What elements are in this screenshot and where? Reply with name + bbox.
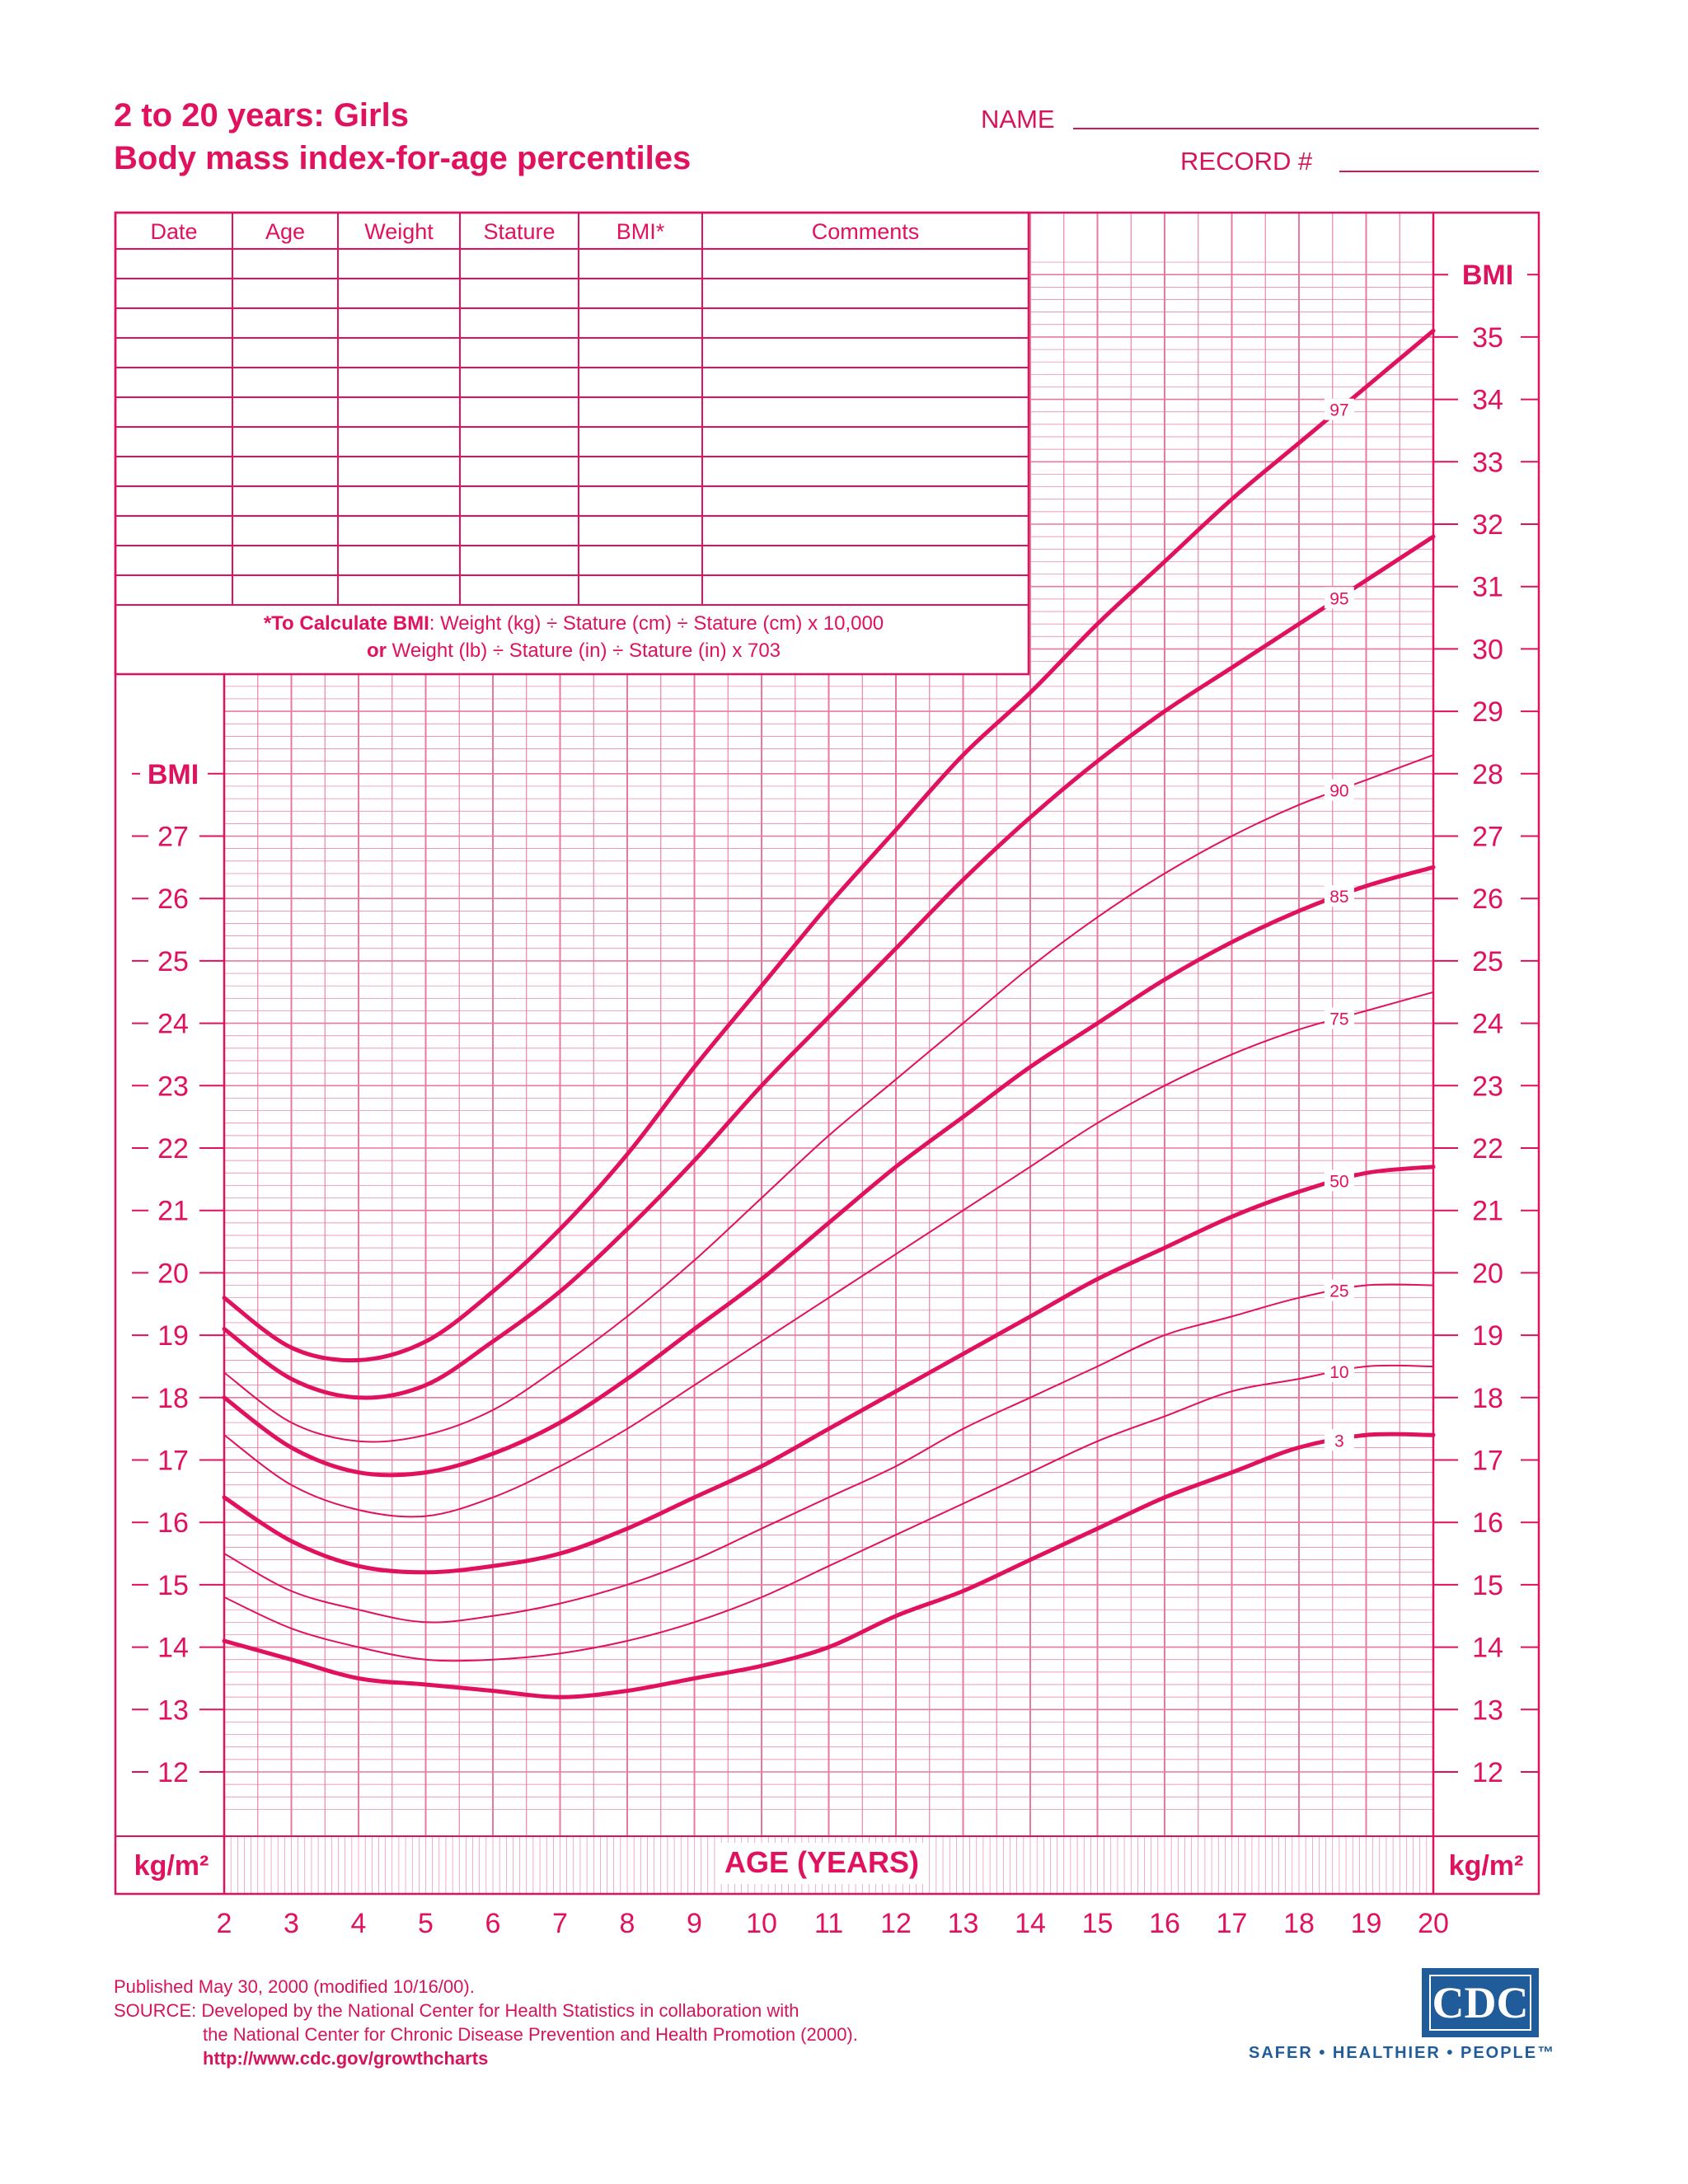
right-tick-label: 32 [1472, 509, 1503, 541]
left-tick-label: 13 [157, 1694, 189, 1727]
name-label: NAME [981, 105, 1055, 134]
x-tick-label: 18 [1283, 1908, 1315, 1939]
x-tick-label: 3 [284, 1908, 299, 1939]
left-tick-label: 17 [157, 1445, 189, 1477]
growthcharts-link[interactable]: http://www.cdc.gov/growthcharts [203, 2048, 489, 2069]
x-tick-label: 4 [350, 1908, 367, 1939]
table-header-3: Stature [483, 219, 556, 244]
x-tick-label: 19 [1350, 1908, 1382, 1939]
bmi-formula-line2: or Weight (lb) ÷ Stature (in) ÷ Stature (in) x 703 [366, 640, 781, 662]
x-tick-label: 9 [687, 1908, 702, 1939]
x-tick-label: 5 [418, 1908, 434, 1939]
record-label: RECORD # [1180, 147, 1313, 176]
left-tick-label: 23 [157, 1071, 189, 1103]
right-tick-label: 29 [1472, 696, 1503, 729]
right-tick-label: 21 [1472, 1195, 1503, 1227]
x-tick-label: 8 [619, 1908, 635, 1939]
percentile-label-85: 85 [1329, 888, 1349, 907]
table-header-1: Age [265, 219, 306, 244]
right-tick-label: 27 [1472, 821, 1503, 853]
percentile-label-10: 10 [1329, 1363, 1349, 1383]
right-tick-label: 20 [1472, 1258, 1503, 1290]
right-tick-label: 23 [1472, 1071, 1503, 1103]
table-header-0: Date [150, 219, 198, 244]
percentile-label-90: 90 [1329, 781, 1349, 801]
chart-title-line2: Body mass index-for-age percentiles [114, 140, 692, 176]
right-tick-label: 28 [1472, 758, 1503, 790]
cdc-logo-text: CDC [1432, 1978, 1529, 2027]
right-unit-label: kg/m² [1448, 1850, 1524, 1882]
record-table [115, 213, 1029, 674]
right-ylabel: BMI [1461, 260, 1514, 292]
right-tick-label: 35 [1472, 321, 1503, 354]
x-tick-label: 20 [1418, 1908, 1449, 1939]
cdc-tagline: SAFER • HEALTHIER • PEOPLE™ [1249, 2044, 1556, 2062]
x-tick-label: 15 [1081, 1908, 1114, 1939]
right-tick-label: 24 [1472, 1008, 1503, 1040]
x-tick-label: 10 [746, 1908, 777, 1939]
left-tick-label: 18 [157, 1382, 189, 1414]
left-tick-label: 16 [157, 1507, 189, 1540]
right-tick-label: 26 [1472, 883, 1503, 916]
x-tick-label: 11 [814, 1908, 844, 1939]
right-tick-label: 14 [1472, 1632, 1503, 1664]
right-tick-label: 12 [1472, 1757, 1503, 1788]
x-tick-label: 7 [552, 1908, 568, 1939]
left-tick-label: 26 [157, 883, 189, 916]
table-header-4: BMI* [616, 219, 665, 244]
left-tick-label: 20 [157, 1258, 189, 1290]
right-tick-label: 22 [1472, 1133, 1503, 1165]
right-tick-label: 17 [1472, 1445, 1503, 1477]
right-tick-label: 18 [1472, 1382, 1503, 1414]
right-tick-label: 30 [1472, 634, 1503, 666]
table-header-2: Weight [364, 219, 434, 244]
x-tick-label: 13 [947, 1908, 979, 1939]
source-line1: SOURCE: Developed by the National Center for Health Statistics in collaboration with [114, 2000, 799, 2021]
left-tick-label: 12 [157, 1757, 189, 1788]
right-tick-label: 13 [1472, 1694, 1503, 1727]
left-unit-label: kg/m² [134, 1850, 209, 1882]
bmi-formula-line1: *To Calculate BMI: Weight (kg) ÷ Stature (cm) ÷ Stature (cm) x 10,000 [263, 612, 884, 635]
right-tick-label: 15 [1472, 1569, 1503, 1601]
table-header-5: Comments [811, 219, 920, 244]
right-tick-label: 25 [1472, 945, 1503, 977]
source-line2: the National Center for Chronic Disease Prevention and Health Promotion (2000). [203, 2024, 858, 2045]
right-tick-label: 31 [1472, 571, 1503, 603]
percentile-label-95: 95 [1329, 589, 1349, 609]
x-tick-label: 14 [1015, 1908, 1046, 1939]
percentile-label-50: 50 [1329, 1172, 1349, 1192]
chart-title-line1: 2 to 20 years: Girls [114, 97, 409, 134]
x-tick-label: 16 [1149, 1908, 1180, 1939]
left-tick-label: 19 [157, 1320, 189, 1352]
left-tick-label: 15 [157, 1569, 189, 1601]
x-tick-label: 12 [880, 1908, 912, 1939]
cdc-logo [1422, 1968, 1539, 2037]
right-tick-label: 33 [1472, 447, 1503, 479]
x-tick-label: 6 [485, 1908, 501, 1939]
percentile-label-75: 75 [1329, 1010, 1349, 1029]
right-tick-label: 34 [1472, 384, 1503, 416]
left-ylabel: BMI [147, 758, 199, 790]
right-tick-label: 19 [1472, 1320, 1503, 1352]
left-tick-label: 24 [157, 1008, 189, 1040]
x-axis-title: AGE (YEARS) [724, 1845, 920, 1879]
left-tick-label: 22 [157, 1133, 189, 1165]
published-note: Published May 30, 2000 (modified 10/16/00). [114, 1976, 475, 1997]
left-tick-label: 25 [157, 945, 189, 977]
x-tick-label: 2 [216, 1908, 232, 1939]
left-tick-label: 21 [157, 1195, 189, 1227]
left-tick-label: 14 [157, 1632, 189, 1664]
percentile-label-25: 25 [1329, 1282, 1349, 1301]
left-tick-label: 27 [157, 821, 189, 853]
percentile-label-97: 97 [1329, 401, 1349, 420]
percentile-label-3: 3 [1334, 1432, 1344, 1451]
x-tick-label: 17 [1216, 1908, 1248, 1939]
right-tick-label: 16 [1472, 1507, 1503, 1540]
